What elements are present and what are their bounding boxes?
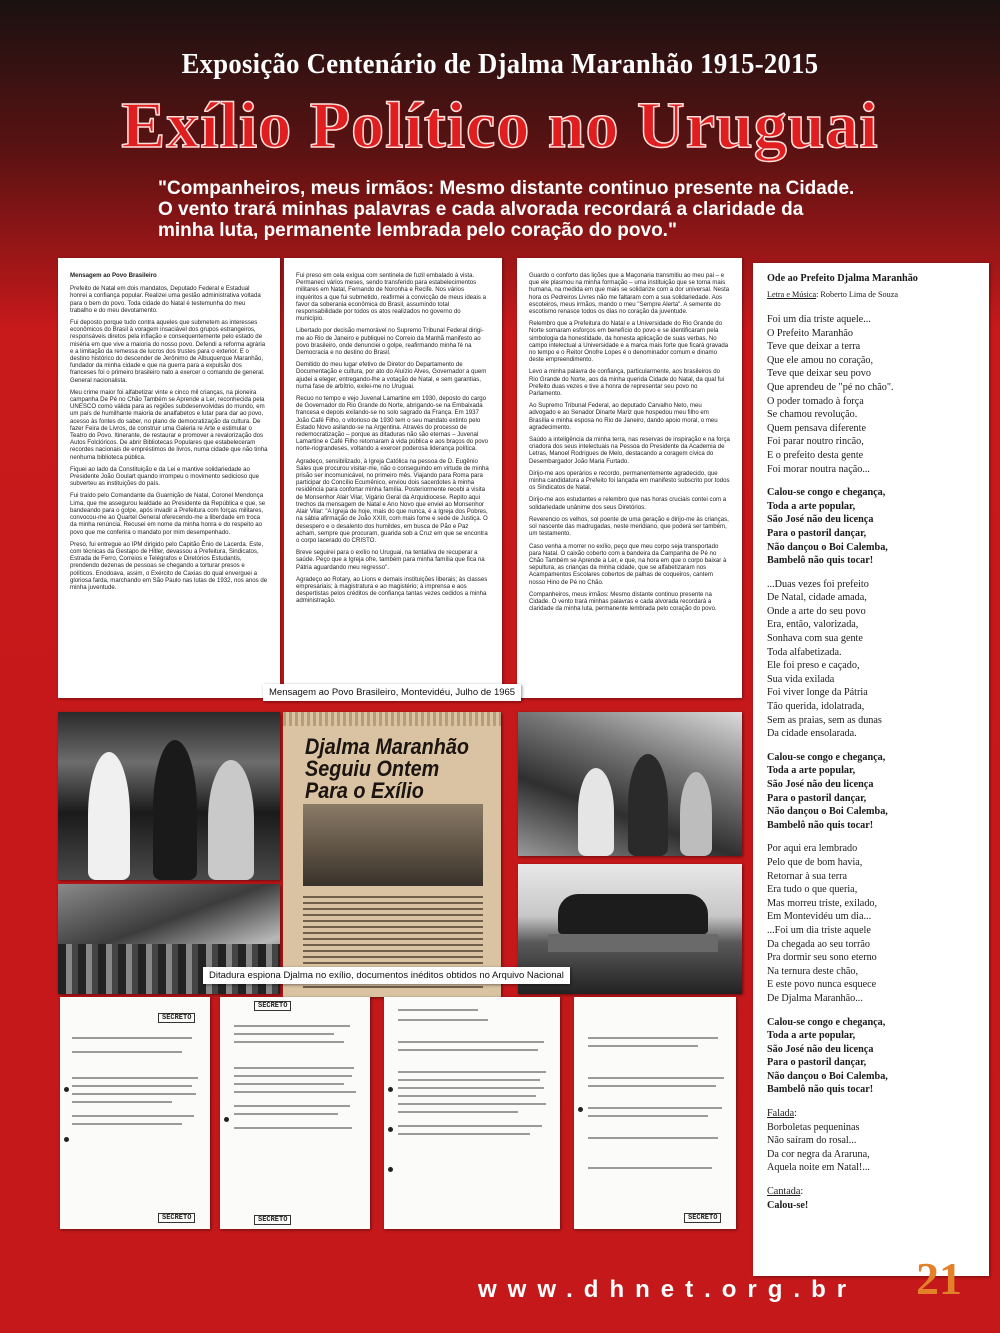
- poem-panel: [753, 263, 989, 1276]
- page-title: Exílio Político no Uruguai: [121, 89, 879, 162]
- poem-line: Para o pastoril dançar,: [767, 527, 867, 539]
- poem-line: Teve que deixar a terra: [767, 341, 861, 353]
- poem-credits: [767, 290, 975, 299]
- poem-line: Toda a arte popular,: [767, 765, 856, 777]
- poem-line: O Prefeito Maranhão: [767, 327, 853, 339]
- letter-paragraph: Meu crime maior foi alfabetizar vinte e cinco mil crianças, na pioneira campanha De Pé no Chão Também se Aprende a Ler, reconhecida pela UNESCO como válida para as regiões subdesenvolvidas do mundo, em um país de humilhante maioria de analfabetos e lutar para dar ao povo, acesso às fontes do saber, no plano de democratização da cultura. De fazer Feira de Livros, de construir uma Galeria re Arte e estimular o Teatro do Povo. Itinerante, de restaurar e promover a revalorização dos Autos Folclóricos. De abrir Bibliotecas Populares que estabeleceram recordes nacionais de empréstimos de livros, numa cidade que não tinha nenhuma biblioteca pública.: [70, 388, 268, 461]
- poem-line: E o prefeito desta gente: [767, 449, 864, 461]
- letter-paragraph: Demitido do meu lugar efetivo de Diretor do Departamento de Documentação e cultura, por ato do Aluízio Alves, Governador a quem ajudei a eleger, entregando-lhe a votação de Natal, e sem garantias, numa fase de arbítrio, exilei-me no Uruguai.: [296, 361, 487, 390]
- page-number: 21: [916, 1253, 962, 1304]
- poem-line: Que ele amou no coração,: [767, 354, 874, 366]
- secret-stamp: SECRETO: [158, 1013, 195, 1023]
- poem-line: Não dançou o Boi Calemba,: [767, 541, 888, 553]
- letter-paragraph: Levo a minha palavra de confiança, particularmente, aos brasileiros do Rio Grande do Norte, aos da minha querida Cidade do Natal, da qual fui Prefeito duas vezes e tive a honra de representar seu povo no Parlamento.: [529, 368, 725, 398]
- newspaper-clipping: [283, 712, 501, 997]
- poem-spoken-label: Falada: [767, 1108, 795, 1120]
- poem-line: Da cidade ensolarada.: [767, 728, 857, 740]
- poem-stanza-2: [767, 578, 975, 741]
- poem-credit-name: : Roberto Lima de Souza: [816, 290, 898, 299]
- header-quote: "Companheiros, meus irmãos: Mesmo distante continuo presente na Cidade. O vento trará minhas palavras e cada alvorada recordará a claridade da minha luta, permanente lembrada pelo coração do povo.": [158, 178, 855, 241]
- poem-line: Calou-se congo e chegança,: [767, 1016, 886, 1028]
- poem-line: O poder tomado à força: [767, 395, 864, 407]
- letter-heading: Mensagem ao Povo Brasileiro: [70, 272, 157, 279]
- poem-line: Bambelô não quis tocar!: [767, 1084, 874, 1096]
- secret-stamp: SECRETO: [254, 1001, 291, 1011]
- poem-line: Tão querida, idolatrada,: [767, 701, 865, 713]
- poem-line: Para o pastoril dançar,: [767, 1057, 867, 1069]
- poem-line: Borboletas pequeninas: [767, 1121, 860, 1133]
- poem-line: Foi parar noutro rincão,: [767, 436, 864, 448]
- poem-line: Da chegada ao seu torrão: [767, 938, 870, 950]
- poem-line: Sua vida exilada: [767, 673, 835, 685]
- poem-stanza-1: [767, 313, 975, 476]
- poem-line: De Natal, cidade amada,: [767, 592, 867, 604]
- poem-line: Não saíram do rosal...: [767, 1135, 857, 1147]
- photos-caption: Ditadura espiona Djalma no exílio, documentos inéditos obtidos no Arquivo Nacional: [203, 967, 570, 984]
- letter-caption: Mensagem ao Povo Brasileiro, Montevidéu, Julho de 1965: [263, 684, 521, 701]
- letter-column-3: [517, 258, 742, 698]
- photo-family-portrait: [58, 712, 280, 880]
- letter-paragraph: Fui traído pelo Comandante da Guarnição de Natal, Coronel Mendonça Lima, que me assegurou lealdade ao Presidente da República e que, se bandeando para o golpe, após invadir a Prefeitura com forças militares, convocou-me ao Quartel General oferecendo-me a liberdade em troca da minha renúncia. Recusei em nome da minha honra e do respeito ao povo que me conferira o mandato por mim desempenhado.: [70, 492, 266, 536]
- letter-paragraph: Libertado por decisão memorável no Supremo Tribunal Federal dirigi-me ao Rio de Janeiro e publiquei no Correio da Manhã manifesto ao povo brasileiro, onde denunciei o golpe, reafirmando minha fé na Democracia e no destino do Brasil.: [296, 327, 484, 357]
- poem-line: Bambelô não quis tocar!: [767, 819, 874, 831]
- poem-line: Para o pastoril dançar,: [767, 792, 867, 804]
- poem-line: Onde a arte do seu povo: [767, 605, 866, 617]
- poem-title: Ode ao Prefeito Djalma Maranhão: [767, 273, 918, 284]
- poem-line: Calou-se congo e chegança,: [767, 751, 886, 763]
- website-url[interactable]: www.dhnet.org.br: [478, 1276, 858, 1303]
- letter-paragraph: Dirijo-me aos estudantes e relembro que nas horas cruciais contei com a solidariedade unânime dos seus Diretórios.: [529, 496, 727, 511]
- secret-stamp: SECRETO: [158, 1213, 195, 1223]
- letter-paragraph: Fui deposto porque tudo contra aqueles que submetem as interesses econômicos do Brasil à voragem insaciável dos grupos estrangeiros, responsáveis diretos pela inflação e consequentemente pelo estado de miséria em que vive a maioria do nosso povo. Defendi a reforma agrária e a limitação da remessa de lucros dos trustes para o exterior. E o destino histórico do descender de Jerônimo de Albuquerque Maranhão, fundador da minha cidade e que na guerra para a expulsão dos franceses foi o primeiro brasileiro nato a exercer o comando de general. General nacionalista.: [70, 319, 266, 384]
- poem-line: Sonhava com sua gente: [767, 633, 863, 645]
- letter-paragraph: Guardo o conforto das lições que a Maçonaria transmitiu ao meu pai – e que ele plasmou na minha formação – uma instituição que se torna mais humana, na medida em que mais se solidarize com a dor universal. Nesta hora os Pedreiros Livres não me faltaram com a sua solidariedade. Aos escoteiros, meus irmãos, mando o meu "Sempre Alerta". A semente do escotismo renasce todos os dias no coração da juventude.: [529, 272, 730, 316]
- poem-credit-label: Letra e Música: [767, 290, 817, 299]
- poem-line: Sem as praias, sem as dunas: [767, 714, 882, 726]
- letter-paragraph: Ao Supremo Tribunal Federal, ao deputado Carvalho Neto, meu advogado e ao Senador Dinarte Mariz que hospedou meu filho em Brasília e minha esposa no Rio de Janeiro, dando apoio moral, o meu agradecimento.: [529, 402, 718, 431]
- secret-stamp: SECRETO: [254, 1215, 291, 1225]
- letter-paragraph: Fiquei ao lado da Constituição e da Lei e mantive solidariedade ao Presidente João Goulart quando irrompeu o movimento sedicioso que subverteu as instituições do país.: [70, 465, 260, 488]
- photo-street-group: [518, 712, 742, 856]
- newspaper-photo: [303, 804, 483, 886]
- poem-line: Não dançou o Boi Calemba,: [767, 806, 888, 818]
- poem-line: Era tudo o que queria,: [767, 884, 858, 896]
- poem-line: Foi morar noutra nação...: [767, 463, 870, 475]
- poem-line: Quem pensava diferente: [767, 422, 866, 434]
- letter-paragraph: Relembro que a Prefeitura do Natal e a Universidade do Rio Grande do Norte somaram esforços em benefício do povo e se identificaram pela simbologia da honestidade, da honesta aplicação de suas verbas. No campo intelectual a Universidade e a marca mais forte que ficará gravada no tempo e o Reitor Onofre Lopes é o denominador comum e dinamo deste empreendimento.: [529, 320, 729, 364]
- letter-paragraph: Reverencio os velhos, sol poente de uma geração e dirijo-me às crianças, sol nascente das madrugadas, neste meridiano, que poderá ser também, um testamento.: [529, 515, 729, 538]
- secret-document-2: [220, 997, 370, 1229]
- poem-line: De Djalma Maranhão...: [767, 992, 863, 1004]
- poem-chorus: [767, 486, 975, 568]
- poem-line: Em Montevidéu um dia...: [767, 911, 872, 923]
- letter-paragraph: Breve seguirei para o exílio no Uruguai, na tentativa de recuperar a saúde. Peço que a Igreja ofre, também para minha família que fica na Pátria aguardando meu regresso".: [296, 549, 485, 571]
- poem-line: Toda a arte popular,: [767, 500, 856, 512]
- poem-line: Toda a arte popular,: [767, 1030, 856, 1042]
- poem-line: Retornar à sua terra: [767, 870, 848, 882]
- poem-chorus: [767, 1016, 975, 1098]
- poem-line: ...Foi um dia triste aquele: [767, 924, 871, 936]
- poem-line: Era, então, valorizada,: [767, 619, 859, 631]
- poem-line: Toda alfabetizada.: [767, 646, 842, 658]
- poem-line: Mas morreu triste, exilado,: [767, 897, 878, 909]
- secret-document-1: [60, 997, 210, 1229]
- poem-line: São José não deu licença: [767, 1043, 874, 1055]
- poem-line: Se chamou revolução.: [767, 409, 858, 421]
- letter-paragraph: Saúdo a inteligência da minha terra, nas reservas de inspiração e na força criadora dos seus intelectuais na Pessoa do Presidente da Academia de Letras, Manoel Rodrigues de Melo, destacando a coragem cívica do Desembargador João Maria Furtado.: [529, 436, 730, 465]
- letter-paragraph: Fui preso em cela exígua com sentinela de fuzil embalado à vista. Permaneci vários meses, sendo transferido para estabelecimentos militares em Natal, Fernando de Noronha e Recife. Nos vários inquéritos a que fui submetido, reafirmei a convicção de meus ideais a favor da soberania econômica do Brasil, assumindo total responsabilidade por todos os atos realizados no governo do município.: [296, 272, 487, 323]
- poem-chorus: [767, 751, 975, 833]
- secret-document-3: [384, 997, 560, 1229]
- poem-line: ...Duas vezes foi prefeito: [767, 578, 869, 590]
- letter-paragraph: Companheiros, meus irmãos: Mesmo distante continuo presente na Cidade. O vento trará minhas palavras e cada alvorada recordará a claridade da minha luta, permanente lembrada pelo coração do povo.: [529, 590, 717, 613]
- newspaper-headline: Djalma Maranhão Seguiu Ontem Para o Exílio: [305, 734, 469, 803]
- poem-line: Calou-se!: [767, 1199, 809, 1211]
- letter-paragraph: Recuo no tempo e vejo Juvenal Lamartine em 1930, deposto do cargo de Governador do Rio Grande do Norte, abrigando-se na Embaixada francesa e depois exilando-se no solo sagrado da França. Em 1937 João Café Filho, o vitorioso de 1930 tem o seu mandato extinto pelo Estado Novo asilando-se na Argentina. Através do processo de redemocratização – porque as ditaduras não são eternas – Juvenal Lamartine e Café Filho retornaram à vida pública e aos braços do povo norte-riograndeses, voltando a exercer poderosa liderança política.: [296, 395, 489, 453]
- poem-line: Bambelô não quis tocar!: [767, 555, 874, 567]
- poem-line: São José não deu licença: [767, 514, 874, 526]
- poem-spoken: Falada: Borboletas pequeninas Não saíram do rosal... Da cor negra da Araruna, Aquela noite em Natal!...: [767, 1107, 975, 1175]
- poem-line: Foi um dia triste aquele...: [767, 314, 871, 325]
- poem-line: São José não deu licença: [767, 779, 874, 790]
- poem-sung-label: Cantada: [767, 1186, 801, 1198]
- poem-line: Pelo que de bom havia,: [767, 856, 863, 868]
- poem-line: E este povo nunca esquece: [767, 979, 877, 991]
- poem-line: Que aprendeu de "pé no chão".: [767, 381, 894, 393]
- letter-column-2: [284, 258, 502, 698]
- exhibition-title: Exposição Centenário de Djalma Maranhão 1915-2015: [181, 48, 819, 80]
- poem-line: Ele foi preso e caçado,: [767, 660, 860, 672]
- letter-paragraph: Prefeito de Natal em dois mandatos, Deputado Federal e Estadual honrei a confiança popular. Realizei uma gestão administrativa voltada para o bem do povo. Toda cidade do Natal é testemunha do meu trabalho e do meu devotamento.: [70, 285, 261, 314]
- poem-line: Pra dormir seu sono eterno: [767, 952, 877, 964]
- poem-line: Por aqui era lembrado: [767, 843, 858, 855]
- letter-paragraph: Preso, fui entregue ao IPM dirigido pelo Capitão Ênio de Lacerda. Este, com técnicas da Gestapo de Hitler, devassou a Prefeitura, Sindicatos, Estrada de Ferro, Correios e Telégrafos e Diretórios Estudantis, prendendo dezenas de pessoas se chegando a torturar presos e políticos. Enodoava, assim, o Exército de Caxias do qual enverguei a gloriosa farda, marchando em São Paulo nas lutas de 1932, nos anos de minha juventude.: [70, 540, 268, 591]
- letter-paragraph: Caso venha a morrer no exílio, peço que meu corpo seja transportado para Natal. O caixão coberto com a bandeira da Campanha de Pé no Chão Também se Aprende a Ler, e que, na hora em que o corpo baixar à sepultura, as crianças da minha cidade, que se alfabetizaram nos Acampamentos Escolares cobertos de palhas de coqueiros, cantem nosso Hino de Pé no Chão.: [529, 542, 727, 586]
- letter-column-1: [58, 258, 280, 698]
- letter-paragraph: Agradeço ao Rotary, ao Lions e demais instituições liberais; às classes empresariais; à magistratura e ao magistério; à imprensa e aos despertistas pelos créditos de confiança tantas vezes cedidos a minha administração.: [296, 575, 488, 605]
- poem-sung: Cantada: Calou-se!: [767, 1185, 975, 1212]
- poem-line: Na ternura deste chão,: [767, 965, 859, 977]
- poem-stanza-3: [767, 842, 975, 1005]
- poem-line: Aquela noite em Natal!...: [767, 1162, 870, 1174]
- poem-line: Teve que deixar seu povo: [767, 368, 871, 380]
- poem-line: Foi viver longe da Pátria: [767, 687, 868, 699]
- letter-paragraph: Agradeço, sensibilizado, à Igreja Católica na pessoa de D. Eugênio Sales que procurou visitar-me, não o conseguindo em virtude de minha prisão ser incomunicável, no primeiro mês. Viajando para Roma para participar do Concílio Ecumênico, enviou dois sacerdotes à minha residência para confortar minha família. Posteriormente recebi a visita de Monsenhor Alair Vilar, Vigário Geral da Arquidiocese. Repito aqui trechos da mensagem de Natal e Ano Novo que enviei ao Monsenhor Alair Vilar: "A Igreja de hoje, mais do que nunca, é a Igreja dos Pobres, na sábia afirmação de João XXIII, com mais fome e sede de Justiça. O desespero e o desalento dos humildes, em busca de Pão e Paz acham, sempre que procuram, guarida sob a Cruz em que se encontra o corpo lacerado do CRISTO.: [296, 457, 489, 544]
- letter-paragraph: Dirijo-me aos operários e recordo, permanentemente agradecido, que minha candidatura a Prefeito foi lançada em manifesto subscrito por todos os Sindicatos de Natal.: [529, 469, 730, 492]
- secret-document-4: [574, 997, 736, 1229]
- poem-line: Não dançou o Boi Calemba,: [767, 1070, 888, 1082]
- secret-stamp: SECRETO: [684, 1213, 721, 1223]
- poem-line: Da cor negra da Araruna,: [767, 1148, 870, 1160]
- poem-line: Calou-se congo e chegança,: [767, 487, 886, 499]
